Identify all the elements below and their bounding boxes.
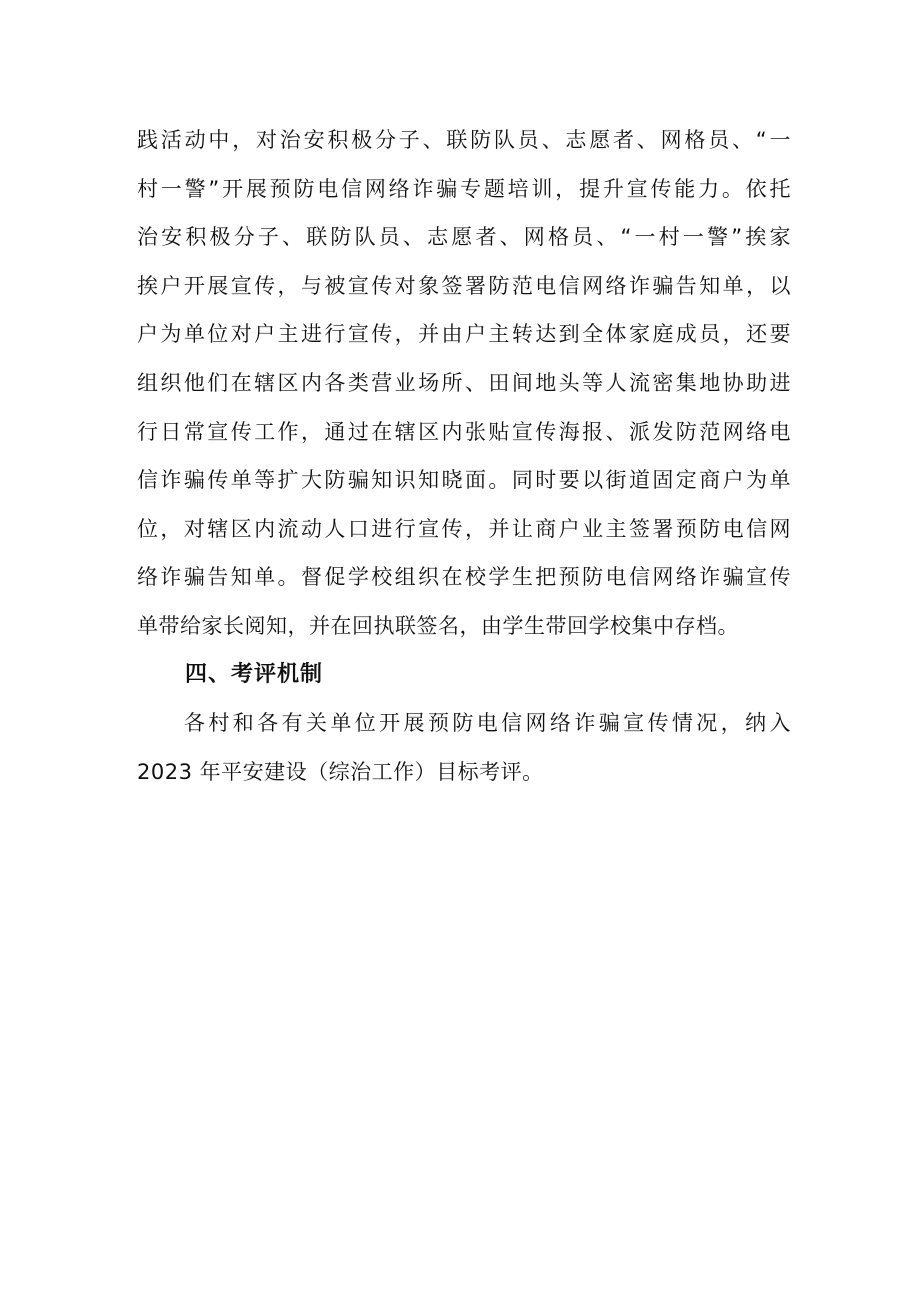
section-paragraph-line: 各村和各有关单位开展预防电信网络诈骗宣传情况，纳入 bbox=[184, 711, 791, 736]
paragraph-line: 村一警”开展预防电信网络诈骗专题培训，提升宣传能力。依托 bbox=[137, 176, 791, 201]
paragraph-line: 户为单位对户主进行宣传，并由户主转达到全体家庭成员，还要 bbox=[137, 322, 791, 347]
paragraph-line: 行日常宣传工作，通过在辖区内张贴宣传海报、派发防范网络电 bbox=[137, 419, 791, 444]
document-text bbox=[137, 116, 791, 796]
paragraph-line: 践活动中，对治安积极分子、联防队员、志愿者、网格员、“一 bbox=[137, 128, 791, 152]
section-heading: 四、考评机制 bbox=[185, 661, 324, 687]
section-paragraph-line: 2023 年平安建设（综治工作）目标考评。 bbox=[137, 759, 544, 784]
paragraph-line: 单带给家长阅知，并在回执联签名，由学生带回学校集中存档。 bbox=[137, 613, 739, 638]
paragraph-line: 组织他们在辖区内各类营业场所、田间地头等人流密集地协助进 bbox=[137, 370, 791, 395]
paragraph-line: 治安积极分子、联防队员、志愿者、网格员、“一村一警”挨家 bbox=[137, 225, 791, 250]
paragraph-line: 络诈骗告知单。督促学校组织在校学生把预防电信网络诈骗宣传 bbox=[137, 565, 791, 590]
paragraph-line: 挨户开展宣传，与被宣传对象签署防范电信网络诈骗告知单，以 bbox=[137, 273, 791, 298]
paragraph-line: 信诈骗传单等扩大防骗知识知晓面。同时要以街道固定商户为单 bbox=[137, 468, 791, 493]
paragraph-line: 位，对辖区内流动人口进行宣传，并让商户业主签署预防电信网 bbox=[137, 516, 791, 541]
